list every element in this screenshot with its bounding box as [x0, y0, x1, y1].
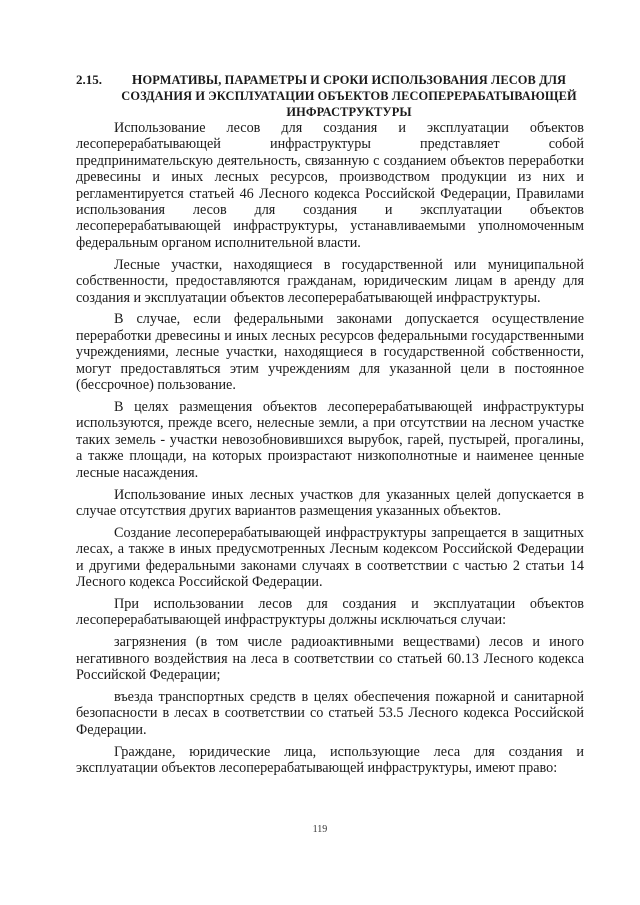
paragraph-10: Граждане, юридические лица, использующие леса для создания и эксплуатации объектов лесоперерабатывающей инфраструктуры, имеют право: — [76, 743, 584, 777]
page-number: 119 — [312, 824, 328, 835]
paragraph-9: въезда транспортных средств в целях обеспечения пожарной и санитарной безопасности в лесах в соответствии со статьей 53.5 Лесного кодекса Российской Федерации. — [76, 689, 584, 738]
section-title: НОРМАТИВЫ, ПАРАМЕТРЫ И СРОКИ ИСПОЛЬЗОВАНИЯ ЛЕСОВ ДЛЯ СОЗДАНИЯ И ЭКСПЛУАТАЦИИ ОБЪЕКТОВ ЛЕСОПЕРЕРАБАТЫВАЮЩЕЙ ИНФРАСТРУКТУРЫ — [121, 72, 577, 119]
section-number: 2.15. — [76, 72, 102, 87]
paragraph-4: В целях размещения объектов лесоперерабатывающей инфраструктуры используются, прежде всего, нелесные земли, а при отсутствии на лесном участке таких земель - участки невозобновившихся вырубок, гарей, пустырей, прогалины, а также площади, на которых произрастают низкополнотные и наименее ценные лесные насаждения. — [76, 399, 584, 481]
paragraph-7: При использовании лесов для создания и эксплуатации объектов лесоперерабатывающей инфраструктуры должны исключаться случаи: — [76, 595, 584, 629]
document-page — [76, 72, 584, 777]
paragraph-2: Лесные участки, находящиеся в государственной или муниципальной собственности, предоставляются гражданам, юридическим лицам в аренду для создания и эксплуатации объектов лесоперерабатывающей инфраструктуры. — [76, 256, 584, 306]
paragraph-3: В случае, если федеральными законами допускается осуществление переработки древесины и иных лесных ресурсов федеральными государственными учреждениями, лесные участки, находящиеся в государственной собственности, могут предоставляться этим учреждениям для указанной цели в постоянное (бессрочное) пользование. — [76, 311, 584, 394]
section-heading — [76, 72, 584, 120]
paragraph-1: Использование лесов для создания и эксплуатации объектов лесоперерабатывающей инфраструктуры представляет собой предпринимательскую деятельность, связанную с созданием объектов переработки древесины и иных лесных ресурсов, производством продукции из них и регламентируется статьей 46 Лесного кодекса Российской Федерации, Правилами использования лесов для создания и эксплуатации объектов лесоперерабатывающей инфраструктуры, устанавливаемыми уполномоченным федеральным органом исполнительной власти. — [76, 120, 584, 251]
paragraph-6: Создание лесоперерабатывающей инфраструктуры запрещается в защитных лесах, а также в иных предусмотренных Лесным кодексом Российской Федерации и другими федеральными законами случаях в соответствии с частью 2 статьи 14 Лесного кодекса Российской Федерации. — [76, 524, 584, 591]
paragraph-5: Использование иных лесных участков для указанных целей допускается в случае отсутствия других вариантов размещения указанных объектов. — [76, 486, 584, 519]
paragraph-8: загрязнения (в том числе радиоактивными веществами) лесов и иного негативного воздействия на леса в соответствии со статьей 60.13 Лесного кодекса Российской Федерации; — [76, 634, 584, 684]
